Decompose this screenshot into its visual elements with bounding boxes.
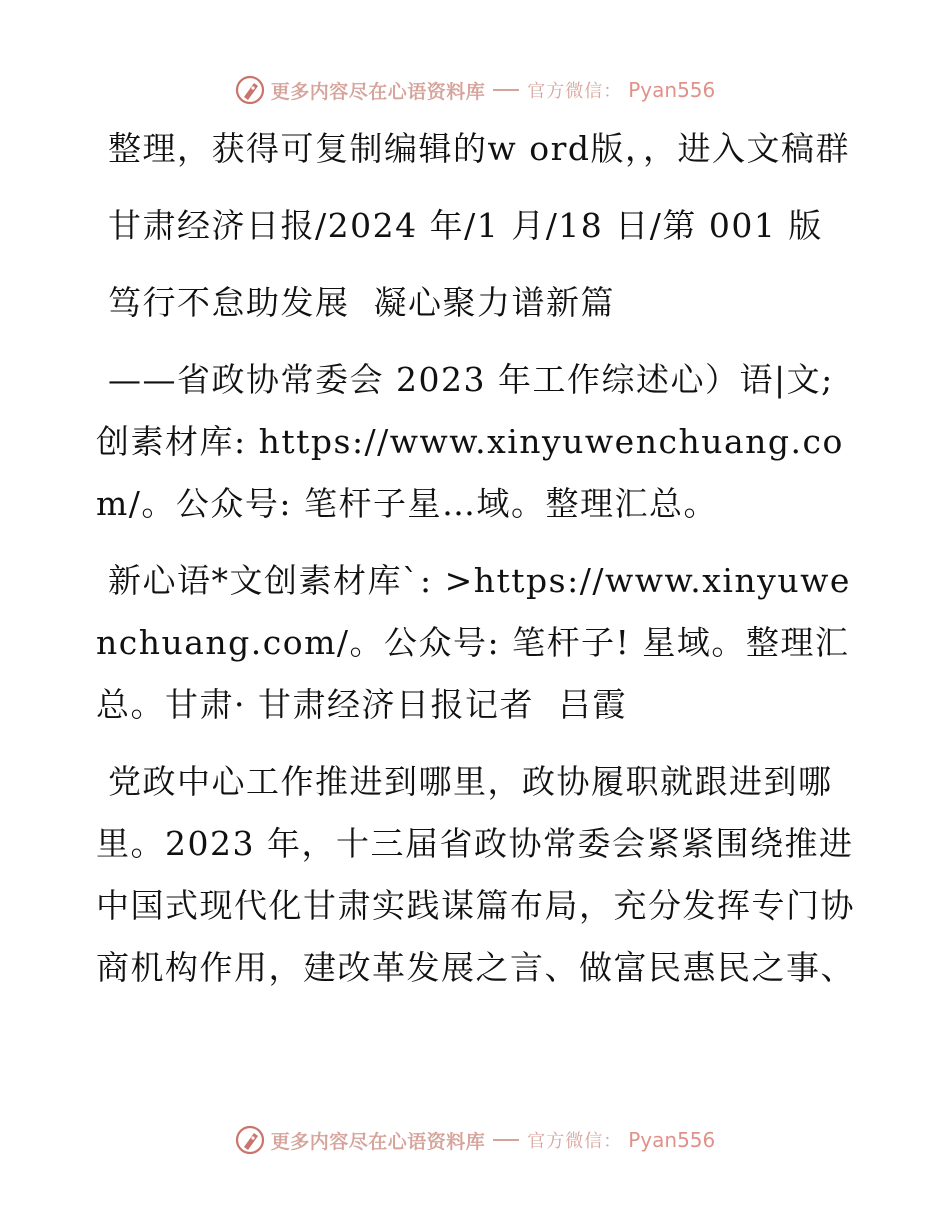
paragraph-source-line: 甘肃经济日报/2024 年/1 月/18 日/第 001 版 <box>96 206 823 245</box>
watermark-main-text: 更多内容尽在心语资料库 <box>270 80 486 103</box>
watermark-dash <box>493 89 519 91</box>
document-body <box>96 118 856 1014</box>
watermark-sub-text: 官方微信： <box>527 81 623 102</box>
paragraph-article-title: 笃行不怠助发展 凝心聚力谱新篇 <box>96 283 615 322</box>
header-watermark <box>0 70 950 110</box>
watermark-dash <box>493 1139 519 1141</box>
watermark-wechat-id: Pyan556 <box>628 1128 716 1152</box>
pen-nib-icon <box>235 1125 265 1155</box>
watermark-main-text: 更多内容尽在心语资料库 <box>270 1130 486 1153</box>
footer-watermark <box>0 1120 950 1160</box>
paragraph-byline: 新心语*文创素材库`: >https://www.xinyuwenchuang.com/。公众号: 笔杆子! 星域。整理汇总。甘肃· 甘肃经济日报记者 吕霞 <box>96 561 851 724</box>
watermark-wechat-id: Pyan556 <box>628 78 716 102</box>
watermark-sub-text: 官方微信： <box>527 1131 623 1152</box>
paragraph-body: 党政中心工作推进到哪里，政协履职就跟进到哪里。2023 年，十三届省政协常委会紧紧围绕推进中国式现代化甘肃实践谋篇布局，充分发挥专门协商机构作用，建改革发展之言、做富民惠民之事、 <box>96 762 855 987</box>
paragraph-intro-note: 整理，获得可复制编辑的w ord版，，进入文稿群 <box>96 129 851 168</box>
pen-nib-icon <box>235 75 265 105</box>
paragraph-subtitle: ——省政协常委会 2023 年工作综述心）语|文;创素材库: https://www.xinyuwenchuang.com/。公众号: 笔杆子星…域。整理汇总。 <box>96 360 844 523</box>
